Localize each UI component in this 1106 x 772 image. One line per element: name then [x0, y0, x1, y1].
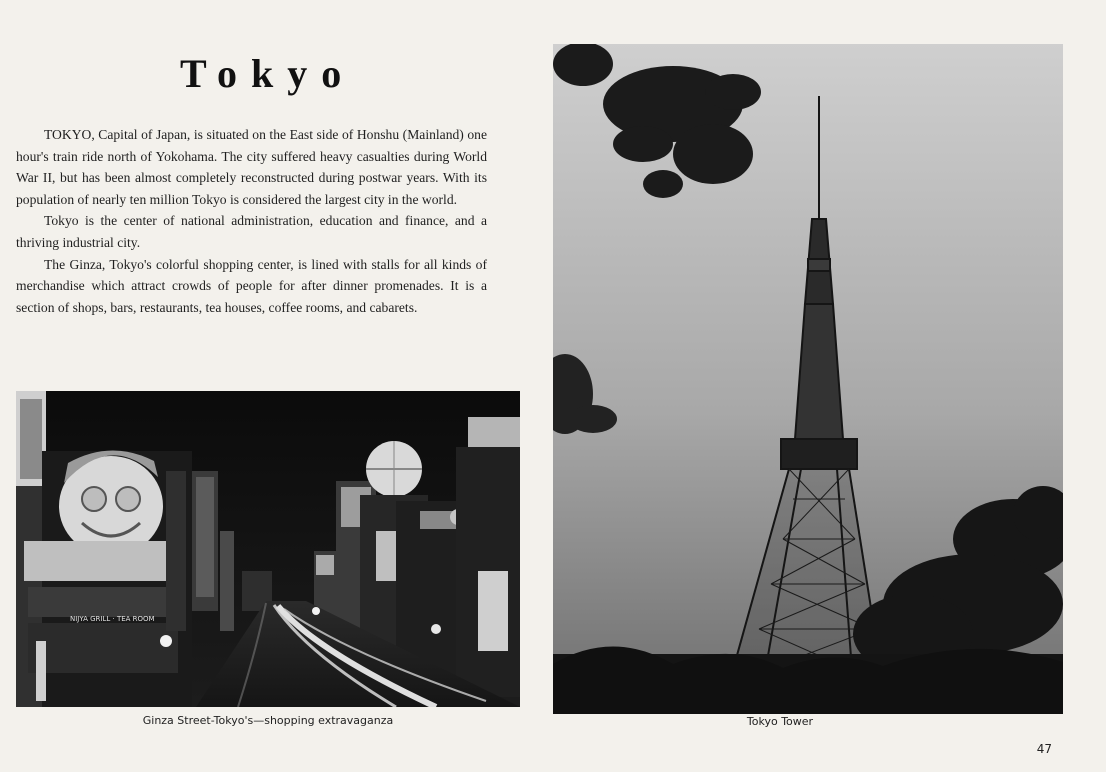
tokyo-tower-caption: Tokyo Tower — [746, 715, 814, 728]
paragraph-3: The Ginza, Tokyo's colorful shopping center, is lined with stalls for all kinds of merchandise which attract crowds of people for after dinner promenades. It is a section of shops, bars, restaurants, tea houses, coffee rooms, and cabarets. — [16, 256, 487, 315]
ginza-sign-text: NIJYA GRILL · TEA ROOM — [70, 615, 155, 623]
ginza-street-illustration — [16, 391, 520, 707]
page-number: 47 — [1036, 742, 1052, 756]
paragraph-2: Tokyo is the center of national administration, education and finance, and a thriving industrial city. — [16, 213, 487, 250]
paragraph-1: TOKYO, Capital of Japan, is situated on the East side of Honshu (Mainland) one hour's train ride north of Yokohama. The city suffered heavy casualties during World War II, but has been almost completely reconstructed during postwar years. With its population of nearly ten million Tokyo is considered the largest city in the world. — [16, 127, 487, 207]
ginza-street-photo — [16, 391, 520, 707]
tokyo-tower-photo — [553, 44, 1063, 714]
ginza-photo-caption: Ginza Street-Tokyo's—shopping extravaganza — [142, 714, 394, 727]
tokyo-tower-illustration — [553, 44, 1063, 714]
page-title: Tokyo — [180, 51, 356, 96]
body-text — [16, 124, 487, 318]
